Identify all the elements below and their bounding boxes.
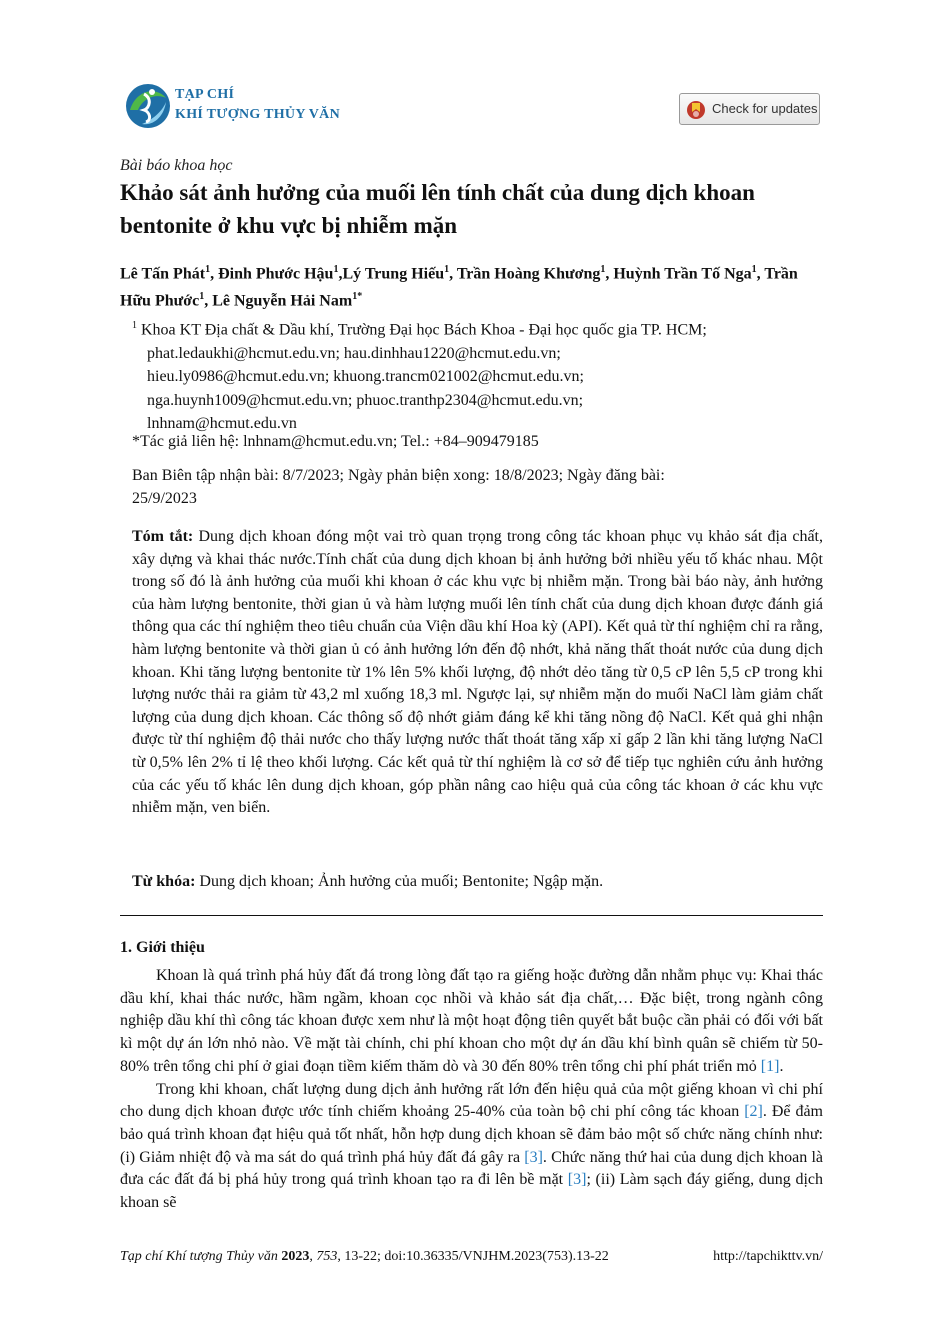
affiliation-mark: 1: [132, 320, 137, 331]
author-name: Huỳnh Trần Tố Nga: [613, 265, 752, 283]
section-heading: 1. Giới thiệu: [120, 939, 205, 956]
check-for-updates-label: Check for updates: [712, 101, 818, 116]
author-sep: ,: [605, 265, 614, 283]
keywords-text: Dung dịch khoan; Ảnh hưởng của muối; Bentonite; Ngập mặn.: [195, 873, 604, 890]
paragraph-text: . Để đảm bảo quá trình khoan đạt hiệu quả tốt nhất, hỗn hợp dung dịch khoan sẽ đảm bảo một số chức năng chính như: (i) Giảm nhiệt độ và ma sát do quá trình phá hủy đất đá gây ra: [120, 1103, 824, 1166]
article-dates: [132, 464, 823, 510]
author-affil-mark: 1: [600, 264, 606, 275]
citation-link[interactable]: [2]: [744, 1103, 763, 1121]
paragraph: [120, 965, 823, 1079]
email-line[interactable]: phat.ledaukhi@hcmut.edu.vn; hau.dinhhau1220@hcmut.edu.vn;: [147, 344, 561, 362]
author-name: Lê Tấn Phát: [120, 265, 206, 283]
paragraph-text: Trong khi khoan, chất lượng dung dịch ảnh hưởng rất lớn đến hiệu quả của một giếng khoan vì chi phí cho dung dịch khoan được ước tính chiếm khoảng 25-40% của toàn bộ chi phí công tác khoan: [120, 1080, 823, 1121]
paragraph-text: . Chức năng thứ hai của dung dịch khoan là đưa các đất đá bị phá hủy trong quá trình khoan tạo ra đi lên bề mặt: [120, 1148, 823, 1189]
journal-logo[interactable]: [120, 78, 380, 138]
author-name: Trần Hoàng Khương: [456, 265, 601, 283]
abstract: [132, 526, 823, 820]
dates-line: Ban Biên tập nhận bài: 8/7/2023; Ngày phản biện xong: 18/8/2023; Ngày đăng bài:: [132, 467, 665, 484]
citation-link[interactable]: [1]: [760, 1057, 780, 1075]
footer-citation: Tạp chí Khí tượng Thủy văn 2023, 753, 13-22; doi:10.36335/VNJHM.2023(753).13-22: [120, 1249, 609, 1264]
author-sep: ,: [204, 292, 213, 310]
author-list: [120, 258, 823, 313]
paragraph-text: Khoan là quá trình phá hủy đất đá trong lòng đất tạo ra giếng hoặc đường dẫn nhằm phục vụ: Khai thác dầu khí, khai thác nước, hầm ngầm, khoan cọc nhồi và khảo sát địa chất,… Đặc biệt, trong ngành công nghiệp dầu khí thì công tác khoan được xem như là một hoạt động tiên quyết bắt buộc cần phải có đối với bất kì một dự án lớn nhỏ nào. Về mặt tài chính, chi phí khoan cho một dự án dầu khí bình quân sẽ chiếm từ 50-80% trên tổng chi phí ở giai đoạn tiềm kiếm thăm dò và 30 đến 80% trên tổng chi phí phát triển mỏ: [120, 967, 823, 1075]
author-affil-mark: 1: [333, 264, 339, 275]
author-affil-mark: 1*: [352, 291, 363, 303]
abstract-label: Tóm tắt:: [132, 528, 194, 545]
section-divider: [120, 915, 823, 916]
article-title: Khảo sát ảnh hưởng của muối lên tính chất của dung dịch khoan bentonite ở khu vực bị nhiễm mặn: [120, 180, 755, 238]
check-updates-icon: [686, 100, 706, 120]
author-name: Trần Hữu Phước: [120, 265, 798, 310]
author-name: Lê Nguyễn Hải Nam: [212, 292, 353, 310]
paragraph-text: .: [779, 1057, 784, 1075]
affiliation-block: [132, 314, 823, 436]
keywords: [132, 873, 603, 891]
affiliation-text: Khoa KT Địa chất & Dầu khí, Trường Đại học Bách Khoa - Đại học quốc gia TP. HCM;: [141, 321, 707, 339]
author-sep: ,: [338, 265, 343, 283]
keywords-label: Từ khóa:: [132, 873, 196, 890]
body-text: [120, 965, 823, 1215]
check-for-updates-button[interactable]: [679, 93, 820, 125]
footer-year: 2023: [281, 1249, 310, 1264]
author-affil-mark: 1: [444, 264, 450, 275]
abstract-text: Dung dịch khoan đóng một vai trò quan trọng trong công tác khoan phục vụ khảo sát địa chất, xây dựng và khai thác nước.Tính chất của dung dịch khoan bị ảnh hưởng bởi nhiều yếu tố khác nhau. Một trong số đó là ảnh hưởng của muối khi khoan ở các khu vực bị nhiễm mặn. Trong bài báo này, ảnh hưởng của hàm lượng bentonite, thời gian ủ và hàm lượng muối lên tính chất của dung dịch khoan được đánh giá thông qua các thí nghiệm theo tiêu chuẩn của Viện dầu khí Hoa kỳ (API). Kết quả từ thí nghiệm chỉ ra rằng, hàm lượng bentonite và thời gian ủ có ảnh hưởng lớn đến độ nhớt, khả năng thất thoát nước của dung dịch khoan. Khi tăng lượng bentonite từ 1% lên 5% khối lượng, độ nhớt dẻo tăng từ 0,5 cP lên 5,5 cP trong khi lượng nước thải ra giảm từ 43,2 ml xuống 18,3 ml. Ngược lại, sự nhiễm mặn do muối NaCl làm giảm chất lượng của dung dịch khoan. Các thông số độ nhớt giảm đáng kể khi tăng nồng độ NaCl. Kết quả ghi nhận được từ thí nghiệm độ thải nước cho thấy lượng nước thất thoát tăng xấp xỉ gấp 2 lần khi tăng lượng NaCl từ 0,5% lên 2% tỉ lệ theo khối lượng. Các kết quả từ thí nghiệm là cơ sở để tiếp tục nghiên cứu ảnh hưởng của các yếu tố khác lên dung dịch khoan, góp phần nâng cao hiệu quả của công tác khoan ở các khu vực nhiễm mặn, ven biển.: [132, 528, 823, 817]
footer-url-link[interactable]: http://tapchikttv.vn/: [713, 1249, 823, 1264]
email-line[interactable]: hieu.ly0986@hcmut.edu.vn; khuong.trancm021002@hcmut.edu.vn;: [147, 368, 584, 386]
paragraph: [120, 1079, 823, 1215]
article-category: Bài báo khoa học: [120, 157, 233, 174]
globe-logo-icon: [122, 80, 174, 132]
corresponding-author: *Tác giả liên hệ: lnhnam@hcmut.edu.vn; Tel.: +84–909479185: [132, 433, 539, 450]
footer-pages-doi: , 13-22; doi:10.36335/VNJHM.2023(753).13-22: [337, 1249, 609, 1264]
author-sep: ,: [449, 265, 457, 283]
footer-journal: Tạp chí Khí tượng Thủy văn: [120, 1249, 278, 1264]
author-affil-mark: 1: [199, 291, 205, 303]
paragraph-text: ; (ii) Làm sạch đáy giếng, dung dịch khoan sẽ: [120, 1171, 824, 1212]
citation-link[interactable]: [3]: [567, 1171, 587, 1189]
dates-line: 25/9/2023: [132, 490, 197, 507]
email-line[interactable]: nga.huynh1009@hcmut.edu.vn; phuoc.tranthp2304@hcmut.edu.vn;: [147, 391, 584, 409]
email-line[interactable]: lnhnam@hcmut.edu.vn: [147, 415, 297, 433]
author-name: Đinh Phước Hậu: [218, 265, 334, 283]
author-sep: ,: [756, 265, 765, 283]
citation-link[interactable]: [3]: [524, 1148, 543, 1166]
journal-name-line2: KHÍ TƯỢNG THỦY VĂN: [175, 107, 340, 122]
author-affil-mark: 1: [205, 264, 211, 275]
footer-volume: 753: [316, 1249, 338, 1264]
journal-name-line1: TẠP CHÍ: [175, 87, 235, 102]
author-affil-mark: 1: [751, 264, 757, 275]
author-name: Lý Trung Hiếu: [342, 265, 445, 283]
author-sep: ,: [210, 265, 219, 283]
